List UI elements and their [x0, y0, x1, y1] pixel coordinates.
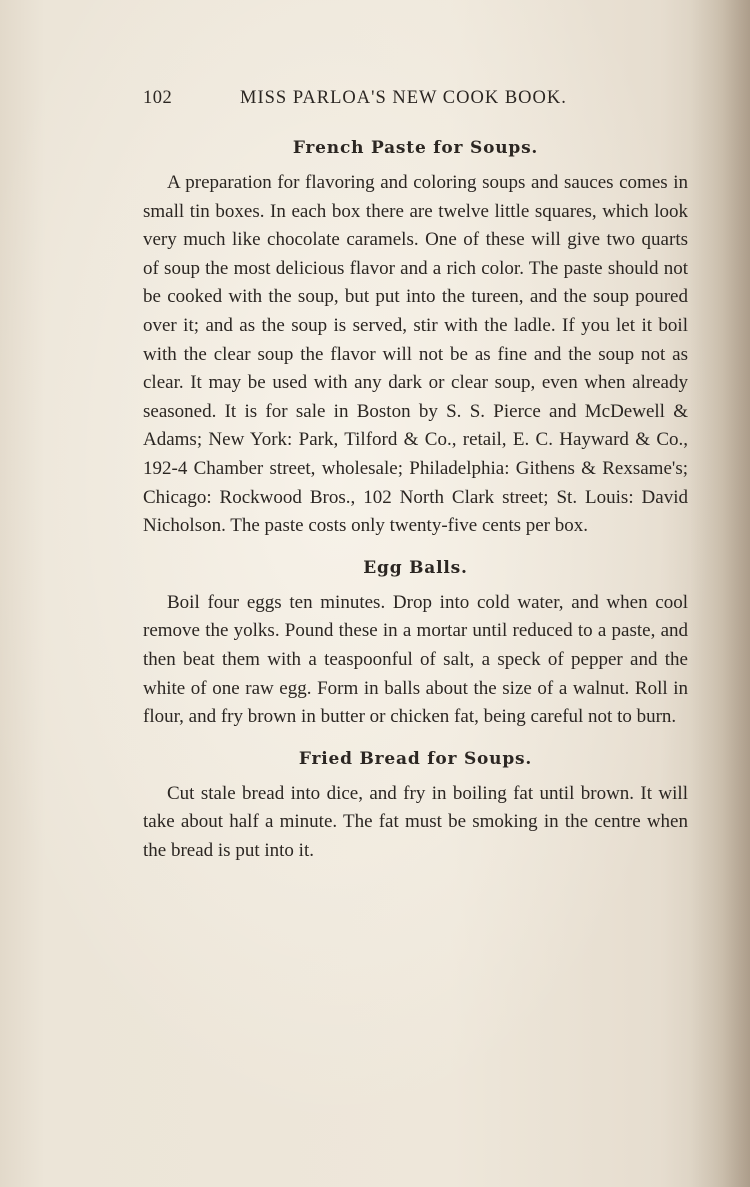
recipe-body: Boil four eggs ten minutes. Drop into cold water, and when cool remove the yolks. Pound these in a mortar until reduced to a paste, and then beat them with a teaspoonful of salt, a speck of pepper and the white of one raw egg. Form in balls about the size of a walnut. Roll in flour, and fry brown in butter or chicken fat, being careful not to burn. [143, 591, 688, 728]
running-head [143, 88, 598, 112]
recipe-heading: Egg Balls. [363, 557, 468, 578]
recipe-heading: Fried Bread for Soups. [298, 748, 533, 769]
recipe-fried-bread [143, 744, 688, 866]
page-number: 102 [143, 88, 173, 108]
recipe-heading: French Paste for Soups. [292, 138, 539, 158]
recipe-body: Cut stale bread into dice, and fry in boiling fat until brown. It will take about half a minute. The fat must be smoking in the centre when the bread is put into it. [143, 782, 688, 861]
page-content [143, 133, 688, 865]
page-edge-shadow [690, 0, 750, 1187]
book-title: MISS PARLOA'S NEW COOK BOOK. [240, 88, 567, 108]
recipe-egg-balls [143, 553, 688, 732]
recipe-french-paste [143, 133, 688, 541]
recipe-body: A preparation for flavoring and coloring soups and sauces comes in small tin boxes. In each box there are twelve little squares, which look very much like chocolate caramels. One of these will give two quarts of soup the most delicious flavor and a rich color. The paste should not be cooked with the soup, but put into the tureen, and the soup poured over it; and as the soup is served, stir with the ladle. If you let it boil with the clear soup the flavor will not be as fine and the soup not as clear. It may be used with any dark or clear soup, even when already seasoned. It is for sale in Boston by S. S. Pierce and McDewell & Adams; New York: Park, Tilford & Co., retail, E. C. Hayward & Co., 192-4 Chamber street, wholesale; Philadelphia: Githens & Rexsame's; Chicago: Rockwood Bros., 102 North Clark street; St. Louis: David Nicholson. The paste costs only twenty-five cents per box. [143, 172, 688, 537]
